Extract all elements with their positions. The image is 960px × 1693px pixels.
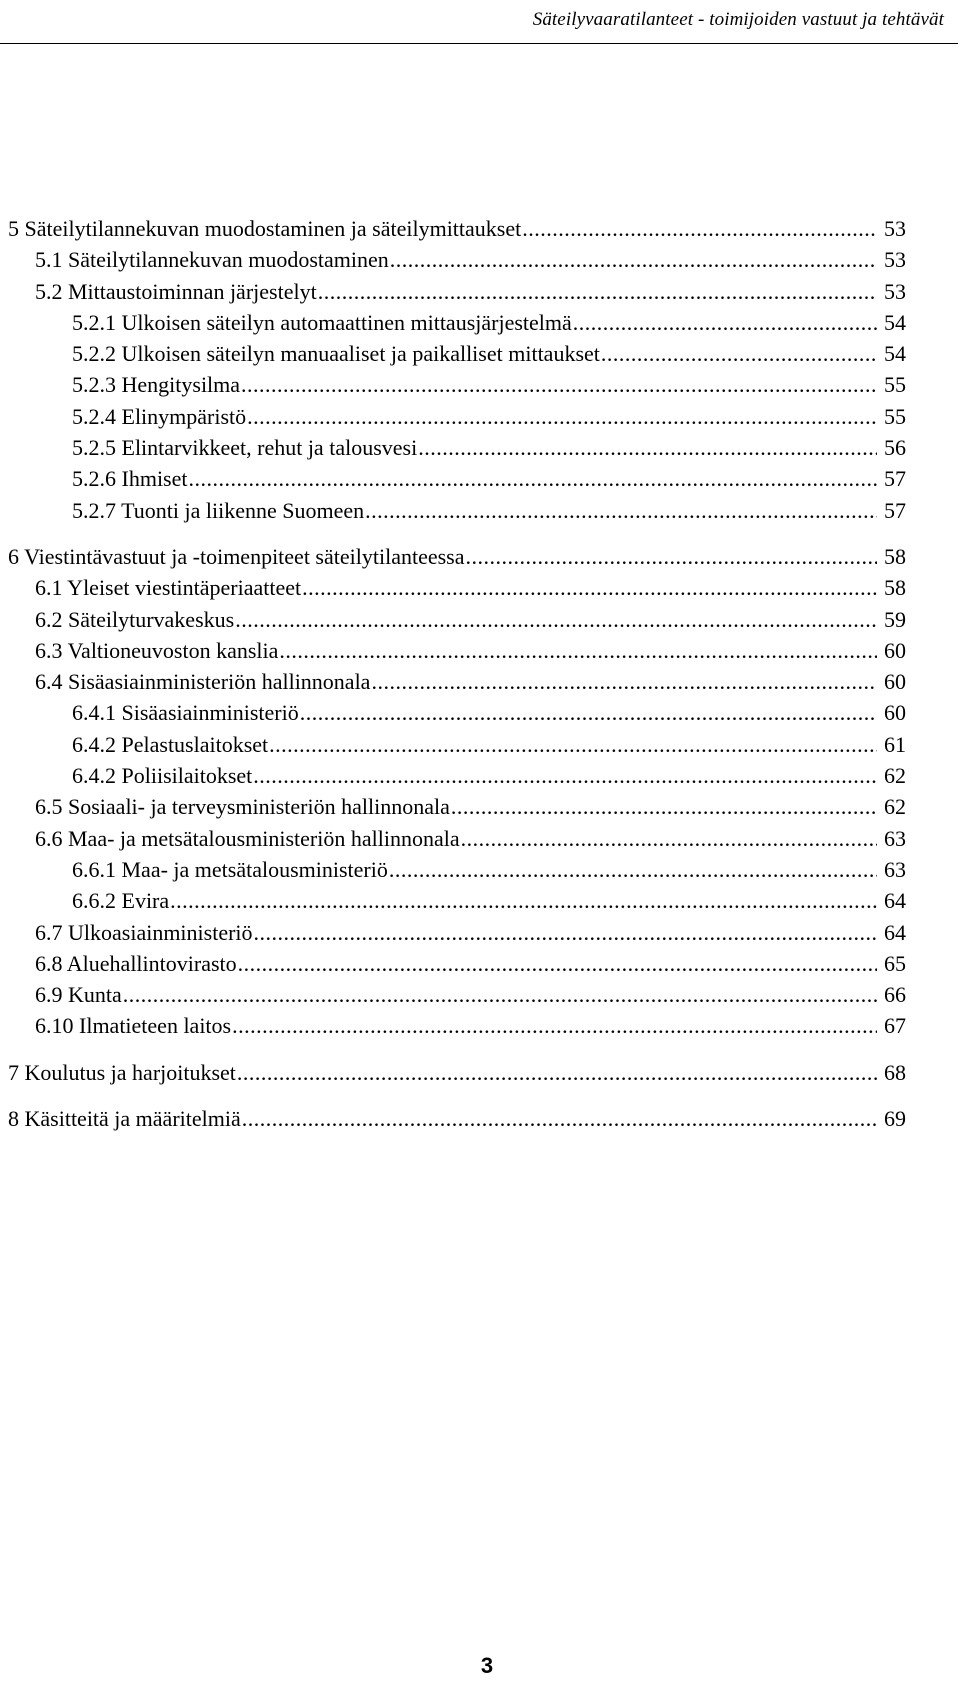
toc-entry-page: 68 [884,1059,906,1085]
toc-entry-page: 59 [884,606,906,632]
toc-entry-page: 55 [884,403,906,429]
toc-entry-page: 65 [884,950,906,976]
toc-leader-dots [461,823,877,854]
toc-entry-label: 6 Viestintävastuut ja -toimenpiteet säteilytilanteessa [8,543,465,569]
table-of-contents [8,213,906,1134]
toc-entry-5-1[interactable] [8,244,906,275]
toc-entry-6-4[interactable] [8,666,906,697]
toc-entry-5[interactable] [8,213,906,244]
toc-leader-dots [390,244,877,275]
toc-entry-5-2-4[interactable] [8,401,906,432]
toc-entry-6-7[interactable] [8,917,906,948]
toc-entry-6-4-2-poliisi[interactable] [8,760,906,791]
page-number [0,1653,960,1679]
toc-entry-page: 53 [884,278,906,304]
toc-entry-label: 6.10 Ilmatieteen laitos [35,1013,232,1039]
toc-entry-page: 61 [884,731,906,757]
toc-entry-label: 6.3 Valtioneuvoston kanslia [35,637,279,663]
toc-leader-dots [279,635,877,666]
toc-entry-page: 57 [884,466,906,492]
toc-leader-dots [389,854,877,885]
toc-entry-5-2[interactable] [8,276,906,307]
toc-entry-page: 54 [884,309,906,335]
toc-entry-label: 6.4.2 Pelastuslaitokset [72,731,269,757]
toc-entry-6-5[interactable] [8,791,906,822]
toc-entry-page: 58 [884,543,906,569]
toc-entry-5-2-3[interactable] [8,369,906,400]
toc-entry-6-2[interactable] [8,604,906,635]
toc-leader-dots [242,1103,877,1134]
toc-leader-dots [418,432,877,463]
toc-entry-label: 5.2.6 Ihmiset [72,466,188,492]
toc-leader-dots [318,276,877,307]
toc-entry-label: 6.4.1 Sisäasiainministeriö [72,700,299,726]
toc-entry-page: 64 [884,919,906,945]
toc-entry-label: 5 Säteilytilannekuvan muodostaminen ja säteilymittaukset [8,216,522,241]
toc-entry-page: 58 [884,575,906,601]
toc-entry-label: 6.2 Säteilyturvakeskus [35,606,235,632]
toc-leader-dots [123,979,877,1010]
toc-entry-5-2-7[interactable] [8,495,906,526]
toc-entry-label: 6.4 Sisäasiainministeriön hallinnonala [35,669,371,695]
toc-entry-6-8[interactable] [8,948,906,979]
toc-leader-dots [235,604,877,635]
toc-entry-page: 53 [884,247,906,273]
toc-entry-6-6-2[interactable] [8,885,906,916]
toc-entry-page: 62 [884,794,906,820]
toc-leader-dots [522,213,877,244]
toc-leader-dots [253,760,877,791]
toc-entry-label: 6.8 Aluehallintovirasto [35,950,237,976]
toc-entry-6-6-1[interactable] [8,854,906,885]
toc-entry-label: 6.4.2 Poliisilaitokset [72,763,253,789]
toc-leader-dots [189,463,878,494]
toc-entry-label: 5.2.3 Hengitysilma [72,372,241,398]
toc-entry-page: 60 [884,669,906,695]
toc-leader-dots [365,495,877,526]
toc-entry-page: 63 [884,825,906,851]
toc-entry-7[interactable] [8,1057,906,1088]
toc-entry-label: 6.7 Ulkoasiainministeriö [35,919,253,945]
toc-entry-6-1[interactable] [8,572,906,603]
toc-entry-label: 6.9 Kunta [35,982,122,1008]
toc-entry-5-2-1[interactable] [8,307,906,338]
toc-leader-dots [371,666,877,697]
toc-entry-label: 5.2.7 Tuonti ja liikenne Suomeen [72,497,365,523]
toc-entry-page: 55 [884,372,906,398]
toc-entry-5-2-5[interactable] [8,432,906,463]
toc-entry-page: 56 [884,435,906,461]
toc-leader-dots [170,885,877,916]
toc-leader-dots [238,948,877,979]
toc-entry-6-4-2-pelastus[interactable] [8,729,906,760]
toc-entry-6-3[interactable] [8,635,906,666]
toc-leader-dots [451,791,877,822]
toc-entry-label: 6.5 Sosiaali- ja terveysministeriön hallinnonala [35,794,450,820]
toc-leader-dots [237,1057,877,1088]
toc-entry-page: 67 [884,1013,906,1039]
toc-entry-page: 60 [884,637,906,663]
toc-entry-label: 7 Koulutus ja harjoitukset [8,1059,236,1085]
toc-leader-dots [302,572,877,603]
toc-entry-label: 6.6.1 Maa- ja metsätalousministeriö [72,856,388,882]
toc-entry-label: 5.2.1 Ulkoisen säteilyn automaattinen mittausjärjestelmä [72,309,572,335]
toc-entry-page: 53 [884,216,906,241]
toc-entry-label: 5.2 Mittaustoiminnan järjestelyt [35,278,317,304]
toc-entry-label: 6.1 Yleiset viestintäperiaatteet [35,575,302,601]
toc-entry-6-6[interactable] [8,823,906,854]
toc-entry-page: 60 [884,700,906,726]
toc-entry-page: 69 [884,1106,906,1132]
toc-entry-5-2-2[interactable] [8,338,906,369]
toc-entry-label: 6.6 Maa- ja metsätalousministeriön hallinnonala [35,825,460,851]
toc-leader-dots [466,541,878,572]
toc-entry-label: 5.2.4 Elinympäristö [72,403,247,429]
toc-leader-dots [247,401,877,432]
toc-entry-6[interactable] [8,541,906,572]
toc-entry-label: 5.2.5 Elintarvikkeet, rehut ja talousvesi [72,435,418,461]
toc-entry-page: 62 [884,763,906,789]
toc-entry-label: 5.1 Säteilytilannekuvan muodostaminen [35,247,389,273]
toc-entry-label: 8 Käsitteitä ja määritelmiä [8,1106,241,1132]
toc-entry-label: 6.6.2 Evira [72,888,170,914]
toc-entry-8[interactable] [8,1103,906,1134]
toc-entry-6-9[interactable] [8,979,906,1010]
page-number-text: 3 [480,1653,494,1678]
toc-entry-6-10[interactable] [8,1010,906,1041]
toc-entry-page: 57 [884,497,906,523]
toc-entry-6-4-1[interactable] [8,697,906,728]
toc-entry-page: 64 [884,888,906,914]
toc-entry-page: 66 [884,982,906,1008]
toc-leader-dots [254,917,877,948]
running-header [0,0,958,44]
toc-entry-label: 5.2.2 Ulkoisen säteilyn manuaaliset ja paikalliset mittaukset [72,341,600,367]
toc-leader-dots [601,338,877,369]
header-title: Säteilyvaaratilanteet - toimijoiden vastuut ja tehtävät [532,9,944,30]
toc-entry-page: 63 [884,856,906,882]
toc-leader-dots [300,697,877,728]
toc-leader-dots [573,307,877,338]
toc-leader-dots [241,369,877,400]
toc-leader-dots [232,1010,877,1041]
toc-entry-5-2-6[interactable] [8,463,906,494]
toc-entry-page: 54 [884,341,906,367]
toc-leader-dots [269,729,877,760]
